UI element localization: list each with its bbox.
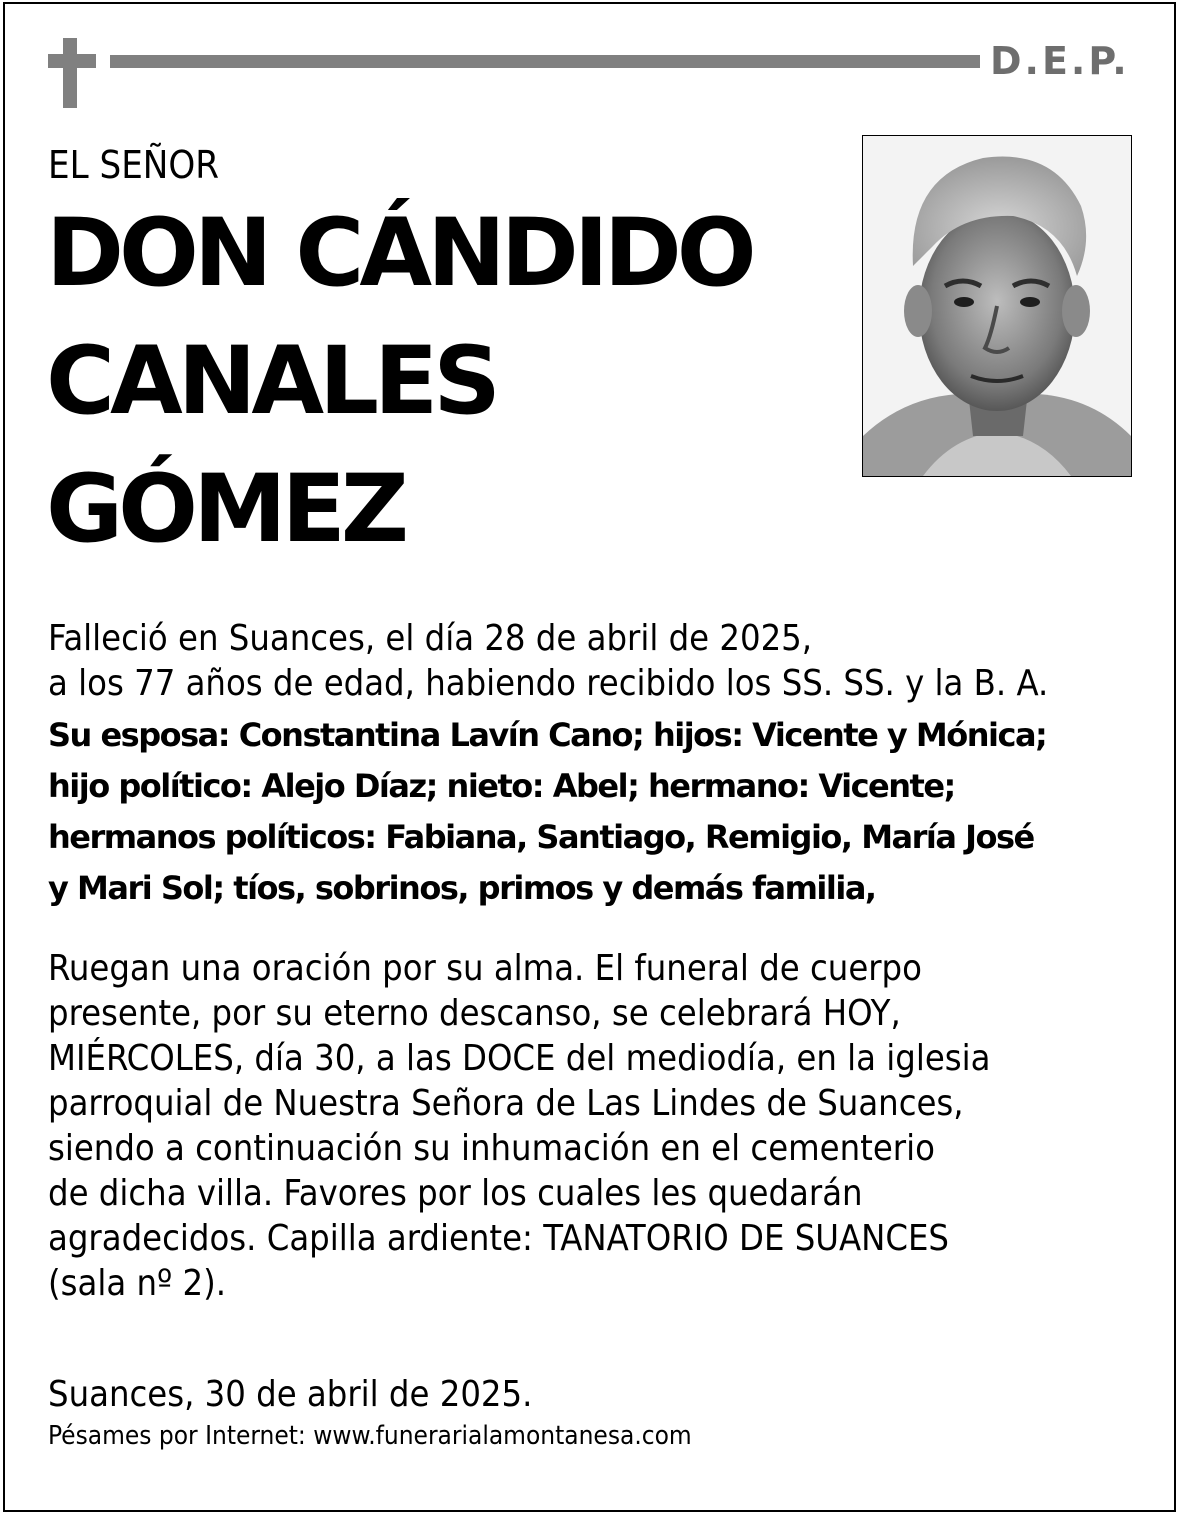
- funeral-line: agradecidos. Capilla ardiente: TANATORIO DE SUANCES: [48, 1218, 950, 1259]
- funeral-line: (sala nº 2).: [48, 1263, 227, 1304]
- portrait-photo: [862, 135, 1132, 477]
- condolences-note: Pésames por Internet: www.funerarialamontanesa.com: [48, 1421, 692, 1451]
- funeral-details: [48, 946, 991, 1306]
- name-line-2: CANALES: [46, 327, 496, 436]
- deceased-name: [46, 190, 752, 574]
- family-list: [48, 710, 1046, 914]
- funeral-line: MIÉRCOLES, día 30, a las DOCE del mediodía, en la iglesia: [48, 1038, 991, 1079]
- funeral-line: parroquial de Nuestra Señora de Las Lindes de Suances,: [48, 1083, 964, 1124]
- name-line-3: GÓMEZ: [46, 455, 404, 564]
- death-info-line: a los 77 años de edad, habiendo recibido los SS. SS. y la B. A.: [48, 663, 1049, 704]
- header-rule: [110, 55, 980, 68]
- funeral-line: presente, por su eterno descanso, se celebrará HOY,: [48, 993, 901, 1034]
- title-prefix: EL SEÑOR: [48, 143, 220, 187]
- cross-icon-arm: [48, 54, 96, 68]
- family-line: hijo político: Alejo Díaz; nieto: Abel; hermano: Vicente;: [48, 767, 955, 805]
- cross-icon: [63, 38, 77, 108]
- family-line: hermanos políticos: Fabiana, Santiago, Remigio, María José: [48, 818, 1034, 856]
- dep-label: D.E.P.: [990, 39, 1130, 83]
- family-line: y Mari Sol; tíos, sobrinos, primos y demás familia,: [48, 869, 876, 907]
- funeral-line: de dicha villa. Favores por los cuales les quedarán: [48, 1173, 863, 1214]
- death-info: [48, 616, 1048, 706]
- portrait-illustration: [863, 136, 1131, 476]
- place-date: Suances, 30 de abril de 2025.: [48, 1374, 533, 1415]
- family-line: Su esposa: Constantina Lavín Cano; hijos: Vicente y Mónica;: [48, 716, 1047, 754]
- name-line-1: DON CÁNDIDO: [46, 199, 752, 308]
- funeral-line: Ruegan una oración por su alma. El funeral de cuerpo: [48, 948, 922, 989]
- death-info-line: Falleció en Suances, el día 28 de abril de 2025,: [48, 618, 813, 659]
- funeral-line: siendo a continuación su inhumación en el cementerio: [48, 1128, 935, 1169]
